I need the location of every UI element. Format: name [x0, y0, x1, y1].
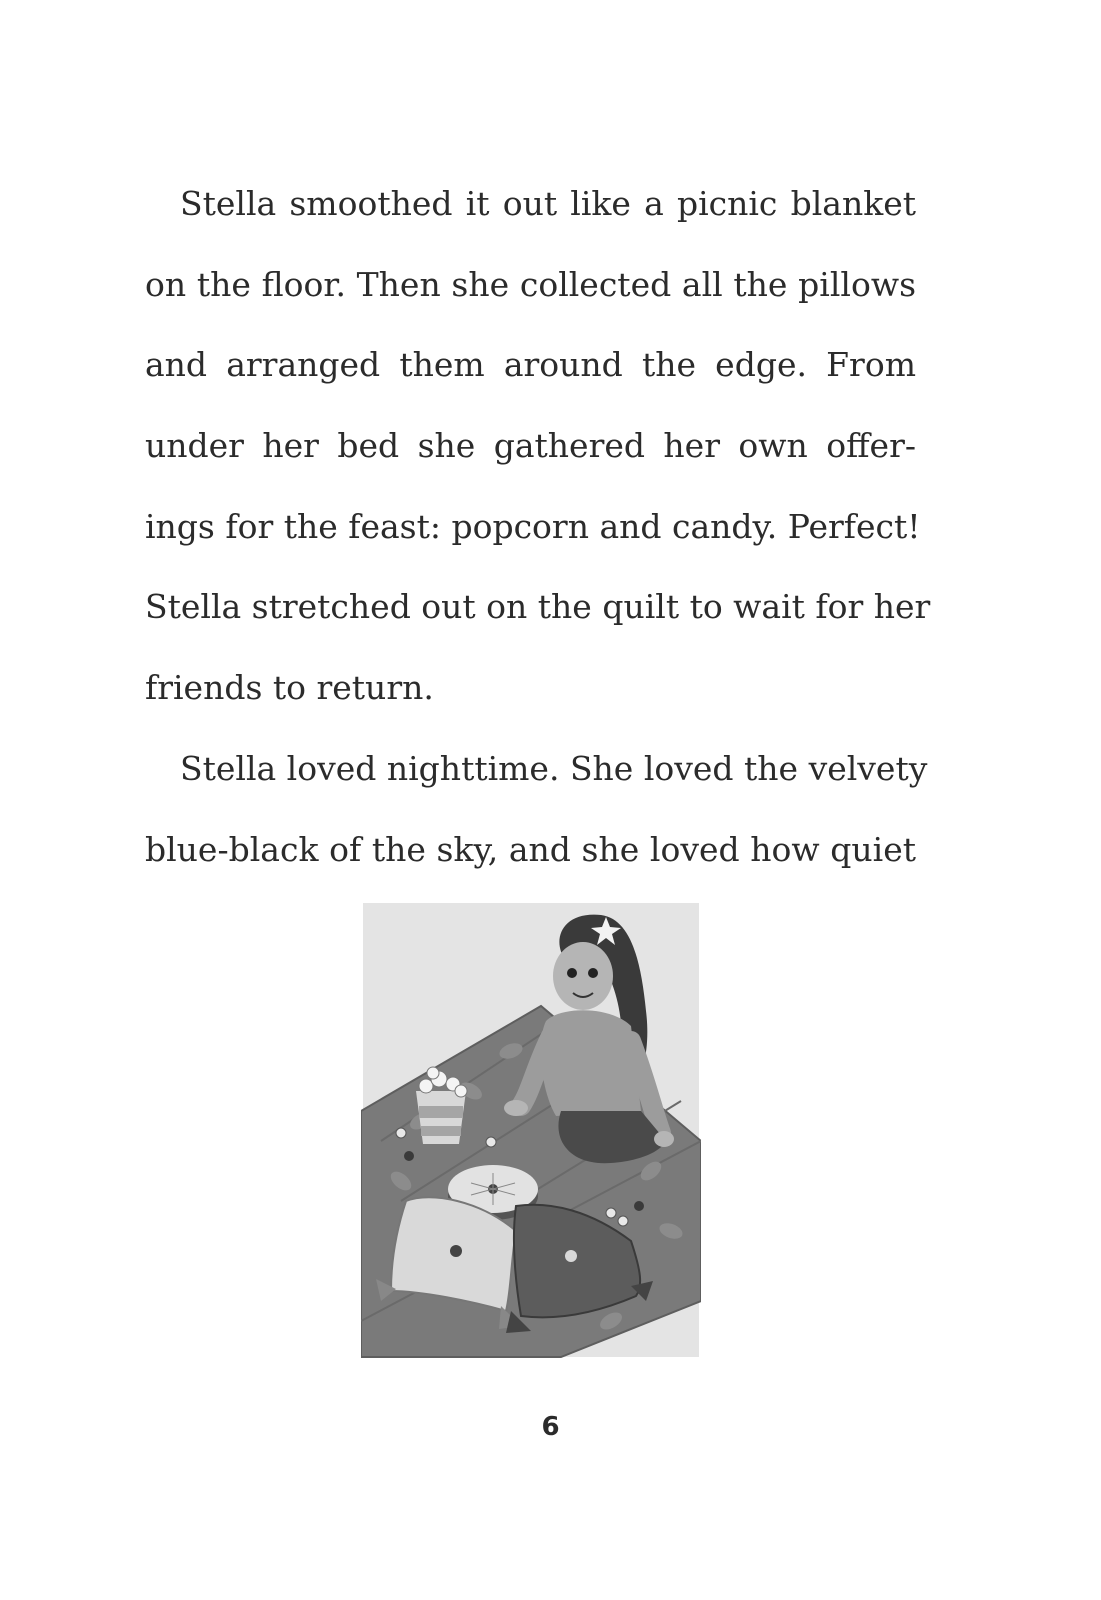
page-number: 6	[541, 1412, 560, 1442]
body-text	[145, 176, 931, 902]
text-line: blue-black of the sky, and she loved how quiet	[145, 829, 916, 869]
text-line: ings for the feast: popcorn and candy. Perfect!	[145, 506, 921, 546]
text-line: Stella smoothed it out like a picnic blanket	[180, 184, 916, 223]
text-line: Stella loved nighttime. She loved the velvety	[180, 748, 928, 788]
text-line: on the floor. Then she collected all the pillows	[145, 264, 916, 304]
text-line: friends to return.	[145, 668, 434, 708]
picnic-illustration	[361, 901, 701, 1359]
girl-face	[553, 942, 613, 1010]
text-line: under her bed she gathered her own offer-	[145, 426, 916, 466]
girl-sweater	[541, 1010, 641, 1116]
text-line: Stella stretched out on the quilt to wait for her	[145, 587, 931, 627]
text-line: and arranged them around the edge. From	[145, 345, 916, 385]
